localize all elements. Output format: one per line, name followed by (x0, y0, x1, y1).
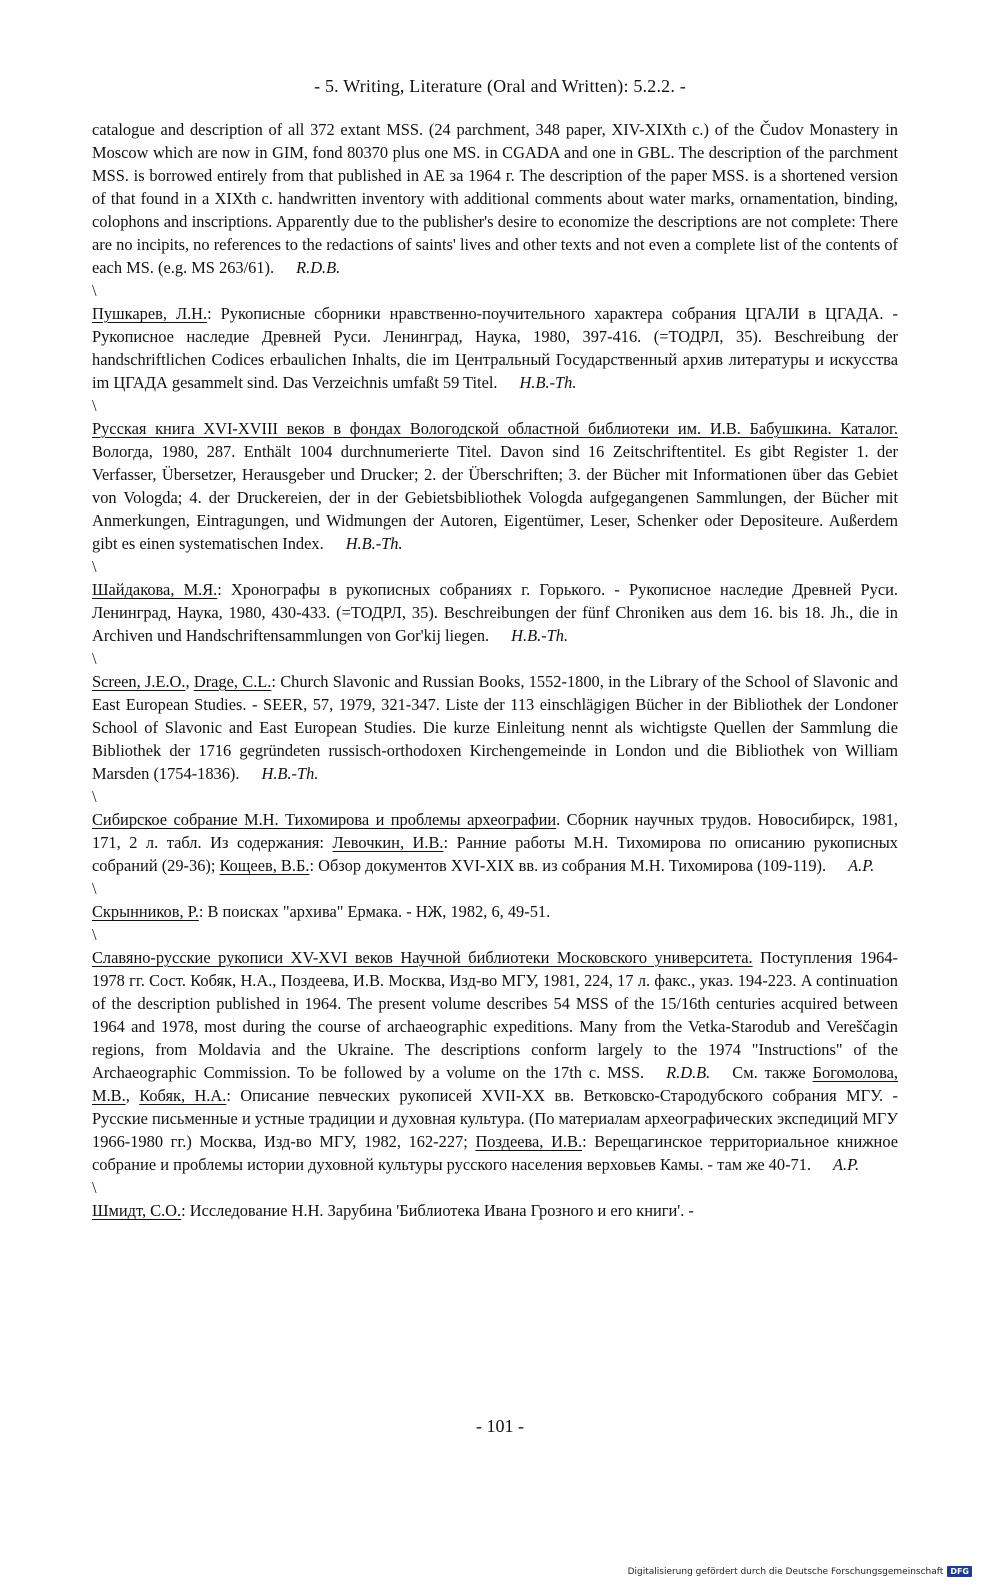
entry-author: Скрынников, Р. (92, 902, 199, 921)
entry-separator: \ (92, 879, 97, 898)
bibliography-entry (92, 1199, 898, 1222)
entry-author: Screen, J.E.O. (92, 672, 186, 691)
entry-annotation: Liste der 113 einschlägigen Bücher in der Bibliothek der Londoner School of Slavonic and East European Studies. Die kurze Einleitung nennt als wichtigste Quellen der Sammlung die Bibliothek der 1716 gegründeten russisch-orthodoxen Kirchengemeinde in London und die Bibliothek von William Marsden (1754-1836). (92, 695, 898, 783)
reviewer-initials: H.B.-Th. (519, 373, 577, 392)
see-also-text: : Описание певческих рукописей XVII-XX вв. Ветковско-Стародубского собрания МГУ. - Русские письменные и устные традиции и духовная культура. (По материалам археографических экспедиций МГУ 1966-1980 гг.) Москва, Изд-во МГУ, 1982, 162-227; (92, 1086, 899, 1151)
entry-body: : Church Slavonic and Russian Books, 1552-1800, in the Library of the School of Slavonic and East European Studies. - SEER, 57, 1979, 321-347. (92, 672, 899, 714)
entry-separator: \ (92, 557, 97, 576)
running-head: - 5. Writing, Literature (Oral and Written): 5.2.2. - (314, 76, 686, 96)
entry-author: Пушкарев, Л.Н. (92, 304, 208, 323)
reviewer-initials: A.P. (848, 856, 875, 875)
reviewer-initials: R.D.B. (296, 258, 341, 277)
reviewer-initials: A.P. (833, 1155, 860, 1174)
entry-separator: \ (92, 281, 97, 300)
entry-annotation: Beschreibungen der fünf Chroniken aus dem 16. bis 18. Jh., die in Archiven und Handschriftensammlungen von Gor'kij liegen. (92, 603, 898, 645)
bibliography-body (92, 118, 898, 1222)
entry-title: Русская книга XVI-XVIII веков в фондах Вологодской областной библиотеки им. И.В. Бабушкина. Каталог. (92, 419, 898, 438)
see-also-label: См. также (732, 1063, 813, 1082)
sub-entry-author: Кощеев, В.Б. (219, 856, 310, 875)
bibliography-entry (92, 578, 898, 647)
bibliography-entry (92, 417, 898, 555)
entry-annotation: Beschreibung der handschriftlichen Codices erbaulichen Inhalts, die im Центральный Государственный архив литературы и искусства im ЦГАДА gesammelt sind. Das Verzeichnis umfaßt 59 Titel. (92, 327, 898, 392)
entry-body: : Исследование Н.Н. Зарубина 'Библиотека Ивана Грозного и его книги'. - (181, 1201, 694, 1220)
digitization-footer (628, 1566, 972, 1577)
entry-title: Славяно-русские рукописи XV-XVI веков Научной библиотеки Московского университета. (92, 948, 753, 967)
page-number: - 101 - (476, 1416, 524, 1436)
reviewer-initials: H.B.-Th. (261, 764, 319, 783)
bibliography-entry (92, 302, 898, 394)
see-also-author: Богомолова, М.В. (92, 1063, 898, 1105)
see-also-author: Поздеева, И.В. (475, 1132, 583, 1151)
reviewer-initials: R.D.B. (666, 1063, 711, 1082)
reviewer-initials: H.B.-Th. (511, 626, 569, 645)
bibliography-entry (92, 946, 898, 1176)
bibliography-entry (92, 118, 898, 279)
entry-title: Сибирское собрание М.Н. Тихомирова и проблемы археографии (92, 810, 557, 829)
entry-body: Поступления 1964-1978 гг. Сост. Кобяк, Н.А., Поздеева, И.В. Москва, Изд-во МГУ, 1981, 224, 17 л. факс., указ. 194-223. (92, 948, 898, 990)
see-also-text: : Верещагинское территориальное книжное собрание и проблемы истории духовной культуры русского населения верховьев Камы. - там же 40-71. (92, 1132, 898, 1174)
entry-separator: \ (92, 649, 97, 668)
bibliography-entry: Screen, J.E.O., Drage, C.L.: Church Slavonic and Russian Books, 1552-1800, in the Library of the School of Slavonic and East European Studies. - SEER, 57, 1979, 321-347. Liste der 113 einschlägigen Bücher in der Bibliothek der Londoner School of Slavonic and East European Studies. Die kurze Einleitung nennt als wichtigste Quellen der Sammlung die Bibliothek der 1716 gegründeten russisch-orthodoxen Kirchengemeinde in London und die Bibliothek von William Marsden (1754-1836). H.B.-Th. (92, 672, 899, 783)
author-separator: , (125, 1086, 140, 1105)
bibliography-entry (92, 900, 898, 923)
entry-body: : В поисках "архива" Ермака. - НЖ, 1982, 6, 49-51. (198, 902, 551, 921)
entry-body: : Хронографы в рукописных собраниях г. Горького. - Рукописное наследие Древней Руси. Ленинград, Наука, 1980, 430-433. (=ТОДРЛ, 35). (92, 580, 898, 622)
entry-body: . Сборник научных трудов. Новосибирск, 1981, 171, 2 л. табл. (92, 810, 898, 852)
reviewer-initials: H.B.-Th. (345, 534, 403, 553)
bibliography-entry (92, 808, 898, 877)
entry-body: Вологда, 1980, 287. (92, 442, 236, 461)
entry-separator: \ (92, 925, 97, 944)
entry-body: : Рукописные сборники нравственно-поучительного характера собрания ЦГАЛИ в ЦГАДА. - Рукописное наследие Древней Руси. Ленинград, Наука, 1980, 397-416. (=ТОДРЛ, 35). (92, 304, 898, 346)
entry-body: catalogue and description of all 372 extant MSS. (24 parchment, 348 paper, XIV-XIXth c.) of the Čudov Monastery in Moscow which are now in GIM, fond 80370 plus one MS. in CGADA and one in GBL. The description of the parchment MSS. is borrowed entirely from that published in AE за 1964 г. The description of the paper MSS. is a shortened version of that found in a XIXth c. handwritten inventory with additional comments about water marks, ornamentation, binding, colophons and inscriptions. Apparently due to the publisher's desire to economize the descriptions are not complete: There are no incipits, no references to the redactions of saints' lives and other texts and not even a complete list of the contents of each MS. (e.g. MS 263/61). (92, 120, 898, 277)
sub-entry-text: : Обзор документов XVI-XIX вв. из собрания М.Н. Тихомирова (109-119). (309, 856, 827, 875)
entry-author: Шайдакова, М.Я. (92, 580, 218, 599)
sub-entry-author: Левочкин, И.В. (332, 833, 444, 852)
entry-author: Шмидт, С.О. (92, 1201, 182, 1220)
entry-annotation: Enthält 1004 durchnumerierte Titel. Davon sind 16 Zeitschriftentitel. Es gibt Register 1. der Verfasser, Übersetzer, Herausgeber und Drucker; 2. der Überschriften; 3. der Bücher mit Informationen über das Gebiet von Vologda; 4. der Druckereien, der in der Gebietsbibliothek Vologda aufgegangenen Sammlungen, der Bücher mit Anmerkungen, Eintragungen, und Widmungen der Autoren, Eigentümer, Leser, Schenker oder Depositeure. Außerdem gibt es einen systematischen Index. (92, 442, 898, 553)
see-also-author: Кобяк, Н.А. (139, 1086, 227, 1105)
contents-label: Из содержания: (210, 833, 333, 852)
entry-separator: \ (92, 1178, 97, 1197)
entry-annotation: A continuation of the description published in 1964. The present volume describes 54 MSS of the 15/16th centuries acquired between 1964 and 1978, most during the course of archaeographic expeditions. Many from the Vetka-Starodub and Vereščagin regions, from Moldavia and the Ukraine. The descriptions conform largely to the 1974 "Instructions" of the Archaeographic Commission. To be followed by a volume on the 17th c. MSS. (92, 971, 898, 1082)
entry-coauthor: Drage, C.L. (193, 672, 272, 691)
entry-separator: \ (92, 787, 97, 806)
dfg-logo: DFG (947, 1566, 972, 1577)
digitization-note: Digitalisierung gefördert durch die Deutsche Forschungsgemeinschaft (627, 1566, 944, 1577)
entry-separator: \ (92, 396, 97, 415)
sub-entry-text: : Ранние работы М.Н. Тихомирова по описанию рукописных собраний (29-36); (92, 833, 898, 875)
